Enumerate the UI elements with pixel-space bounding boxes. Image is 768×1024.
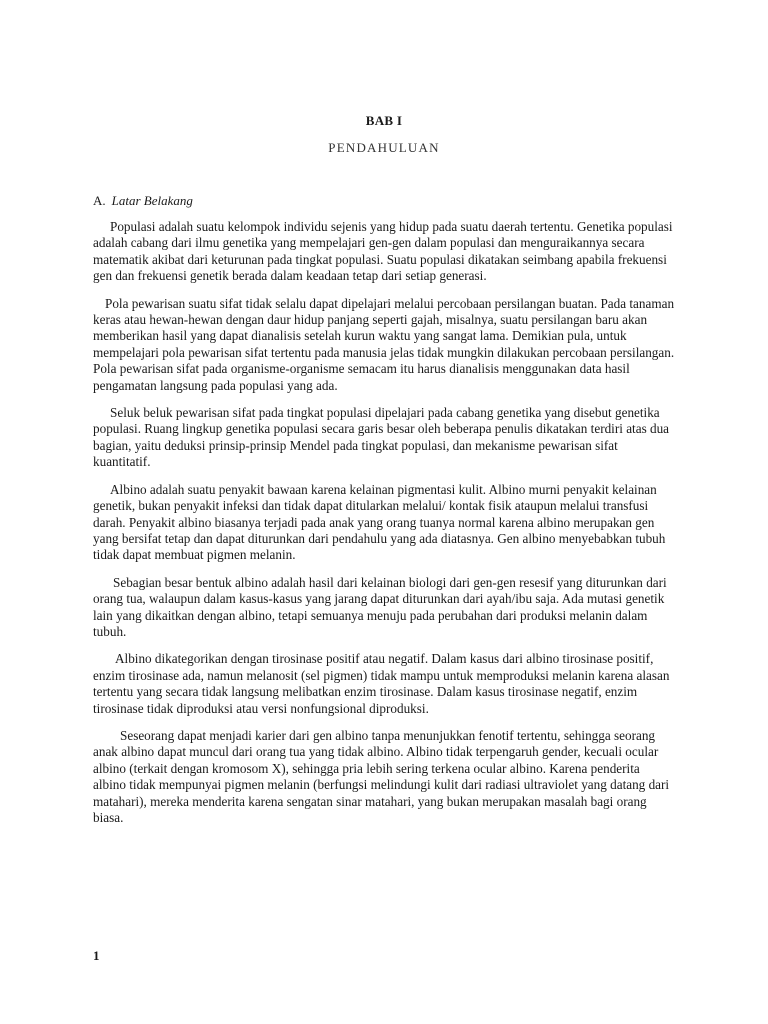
body-text (93, 219, 675, 837)
section-heading (93, 193, 193, 209)
paragraph: Sebagian besar bentuk albino adalah hasil dari kelainan biologi dari gen-gen resesif yang diturunkan dari orang tua, walaupun dalam kasus-kasus yang jarang dapat diturunkan dari ayah/ibu saja. Ada mutasi genetik lain yang dikaitkan dengan albino, tetapi semuanya menuju pada perubahan dari produksi melanin dalam tubuh. (93, 574, 667, 639)
page-number: 1 (93, 948, 100, 963)
paragraph: Pola pewarisan suatu sifat tidak selalu dapat dipelajari melalui percobaan persilangan buatan. Pada tanaman keras atau hewan-hewan dengan daur hidup panjang seperti gajah, misalnya, suatu persilangan baru akan memberikan hasil yang dapat dianalisis setelah kurun waktu yang sangat lama. Demikian pula, untuk mempelajari pola pewarisan sifat tertentu pada manusia jelas tidak mungkin dilakukan percobaan persilangan. Pola pewarisan sifat pada organisme-organisme semacam itu harus dianalisis menggunakan data hasil pengamatan langsung pada populasi yang ada. (93, 295, 675, 393)
paragraph: Seluk beluk pewarisan sifat pada tingkat populasi dipelajari pada cabang genetika yang disebut genetika populasi. Ruang lingkup genetika populasi secara garis besar oleh beberapa penulis dikatakan terdiri atas dua bagian, yaitu deduksi prinsip-prinsip Mendel pada tingkat populasi, dan mekanisme pewarisan sifat kuantitatif. (93, 405, 670, 470)
paragraph: Seseorang dapat menjadi karier dari gen albino tanpa menunjukkan fenotif tertentu, sehingga seorang anak albino dapat muncul dari orang tua yang tidak albino. Albino tidak terpengaruh gender, kecuali ocular albino (terkait dengan kromosom X), sehingga pria lebih sering terkena ocular albino. Karena penderita albino tidak mempunyai pigmen melanin (berfungsi melindungi kulit dari radiasi ultraviolet yang datang dari matahari), mereka menderita karena sengatan sinar matahari, yang bukan merupakan masalah bagi orang biasa. (93, 727, 670, 825)
section-letter: A. (93, 193, 106, 208)
chapter-number: BAB I (365, 113, 403, 128)
chapter-title: PENDAHULUAN (328, 140, 440, 155)
section-title: Latar Belakang (111, 193, 193, 208)
paragraph: Populasi adalah suatu kelompok individu sejenis yang hidup pada suatu daerah tertentu. Genetika populasi adalah cabang dari ilmu genetika yang mempelajari gen-gen dalam populasi dan menguraikannya secara matematik akibat dari keturunan pada tingkat populasi. Suatu populasi dikatakan seimbang apabila frekuensi gen dan frekuensi genetik berada dalam keadaan tetap dari setiap generasi. (93, 219, 673, 284)
paragraph: Albino dikategorikan dengan tirosinase positif atau negatif. Dalam kasus dari albino tirosinase positif, enzim tirosinase ada, namun melanosit (sel pigmen) tidak mampu untuk memproduksi melanin karena alasan tertentu yang secara tidak langsung melibatkan enzim tirosinase. Dalam kasus tirosinase negatif, enzim tirosinase tidak diproduksi atau versi nonfungsional diproduksi. (93, 651, 670, 716)
paragraph: Albino adalah suatu penyakit bawaan karena kelainan pigmentasi kulit. Albino murni penyakit kelainan genetik, bukan penyakit infeksi dan tidak dapat ditularkan melalui/ kontak fisik ataupun melalui transfusi darah. Penyakit albino biasanya terjadi pada anak yang orang tuanya normal karena albino merupakan gen yang bersifat tetap dan dapat diturunkan dari pendahulu yang ada diatasnya. Gen albino menyebabkan tubuh tidak dapat membuat pigmen melanin. (93, 481, 666, 563)
